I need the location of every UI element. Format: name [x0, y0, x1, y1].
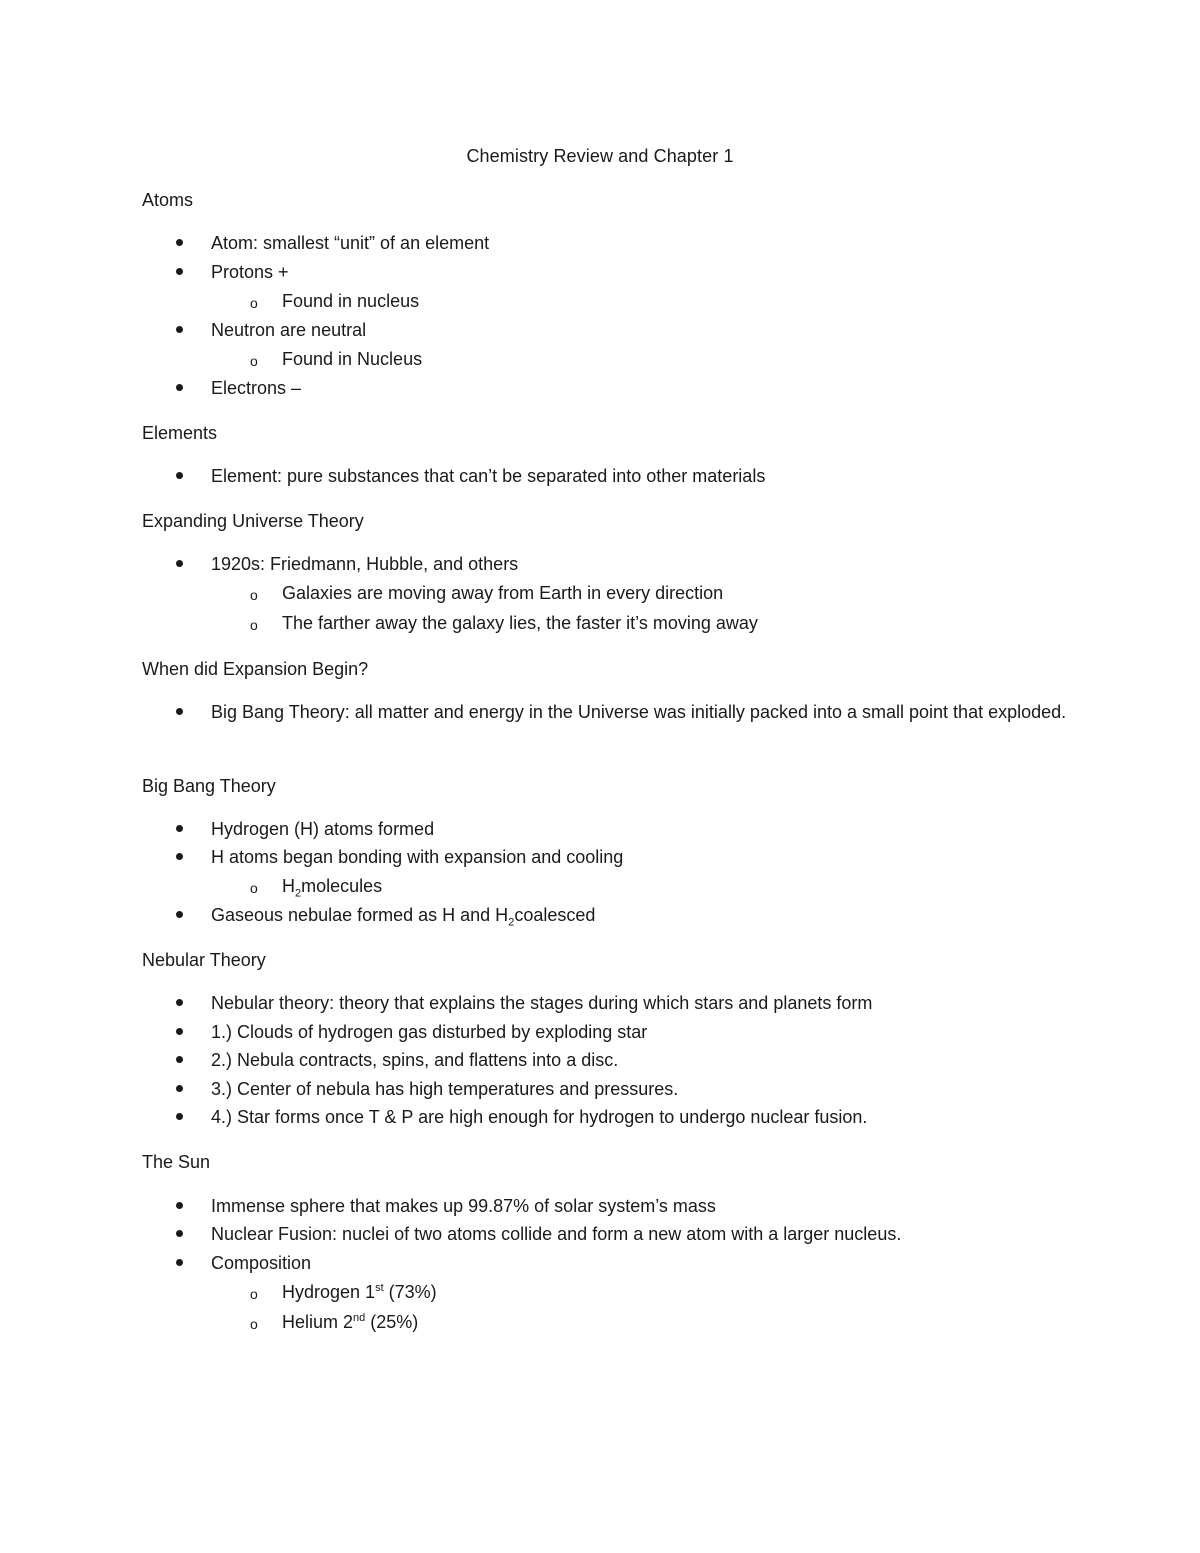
list-item: Neutron are neutral: [211, 320, 367, 340]
formula-subscript: 2: [508, 916, 515, 929]
list-item: [211, 901, 595, 929]
ordinal-superscript: st: [375, 1282, 384, 1294]
bullet-icon: [176, 560, 183, 567]
list-item: Electrons –: [211, 378, 302, 398]
formula-rest: molecules: [301, 876, 383, 896]
bullet-icon: [176, 384, 183, 391]
bullet-icon: [176, 853, 183, 860]
bullet-icon: [176, 326, 183, 333]
list-item: Galaxies are moving away from Earth in every direction: [282, 583, 724, 603]
list-item: [282, 872, 382, 900]
heading-expanding-universe: Expanding Universe Theory: [142, 511, 364, 531]
bullet-icon: [176, 999, 183, 1006]
list-item: Atom: smallest “unit” of an element: [211, 233, 490, 253]
list-item: Protons +: [211, 262, 289, 282]
list-item: Element: pure substances that can’t be separated into other materials: [211, 466, 766, 486]
list-item: H atoms began bonding with expansion and cooling: [211, 847, 624, 867]
sub-bullet-icon: o: [250, 617, 258, 633]
sub-bullet-icon: o: [250, 880, 258, 896]
heading-big-bang: Big Bang Theory: [142, 776, 276, 796]
heading-atoms: Atoms: [142, 190, 194, 210]
text-part: (25%): [365, 1312, 419, 1332]
list-item: The farther away the galaxy lies, the faster it’s moving away: [282, 613, 758, 633]
list-item: Big Bang Theory: all matter and energy in the Universe was initially packed into a small point that exploded.: [211, 702, 1067, 722]
sub-bullet-icon: o: [250, 1286, 258, 1302]
bullet-icon: [176, 239, 183, 246]
document-title: Chemistry Review and Chapter 1: [466, 146, 734, 166]
list-item: Found in nucleus: [282, 291, 420, 311]
heading-expansion-begin: When did Expansion Begin?: [142, 659, 369, 679]
sub-bullet-icon: o: [250, 353, 258, 369]
bullet-icon: [176, 268, 183, 275]
bullet-icon: [176, 1056, 183, 1063]
heading-nebular: Nebular Theory: [142, 950, 266, 970]
bullet-icon: [176, 1259, 183, 1266]
formula-h: H: [282, 876, 295, 896]
list-item: Hydrogen (H) atoms formed: [211, 819, 435, 839]
sub-bullet-icon: o: [250, 295, 258, 311]
heading-elements: Elements: [142, 423, 218, 443]
text-part: Gaseous nebulae formed as H and H: [211, 905, 509, 925]
bullet-icon: [176, 1113, 183, 1120]
bullet-icon: [176, 1230, 183, 1237]
bullet-icon: [176, 1202, 183, 1209]
list-item: 2.) Nebula contracts, spins, and flattens into a disc.: [211, 1050, 619, 1070]
text-part: Helium 2: [282, 1312, 354, 1332]
text-part: coalesced: [514, 905, 596, 925]
sub-bullet-icon: o: [250, 587, 258, 603]
ordinal-superscript: nd: [353, 1312, 366, 1324]
list-item: 4.) Star forms once T & P are high enough for hydrogen to undergo nuclear fusion.: [211, 1107, 868, 1127]
bullet-icon: [176, 1085, 183, 1092]
list-item: Nebular theory: theory that explains the stages during which stars and planets form: [211, 993, 873, 1013]
list-item: 3.) Center of nebula has high temperatures and pressures.: [211, 1079, 679, 1099]
list-item: Nuclear Fusion: nuclei of two atoms collide and form a new atom with a larger nucleus.: [211, 1224, 902, 1244]
list-item: [282, 1278, 437, 1306]
text-part: (73%): [383, 1282, 437, 1302]
formula-subscript: 2: [295, 887, 302, 900]
list-item: Immense sphere that makes up 99.87% of solar system’s mass: [211, 1196, 716, 1216]
list-item: Composition: [211, 1253, 312, 1273]
bullet-icon: [176, 472, 183, 479]
sub-bullet-icon: o: [250, 1316, 258, 1332]
bullet-icon: [176, 1028, 183, 1035]
bullet-icon: [176, 911, 183, 918]
list-item: 1920s: Friedmann, Hubble, and others: [211, 554, 519, 574]
heading-the-sun: The Sun: [142, 1152, 211, 1172]
list-item: Found in Nucleus: [282, 349, 423, 369]
list-item: [282, 1308, 418, 1336]
bullet-icon: [176, 708, 183, 715]
bullet-icon: [176, 825, 183, 832]
list-item: 1.) Clouds of hydrogen gas disturbed by exploding star: [211, 1022, 648, 1042]
text-part: Hydrogen 1: [282, 1282, 376, 1302]
